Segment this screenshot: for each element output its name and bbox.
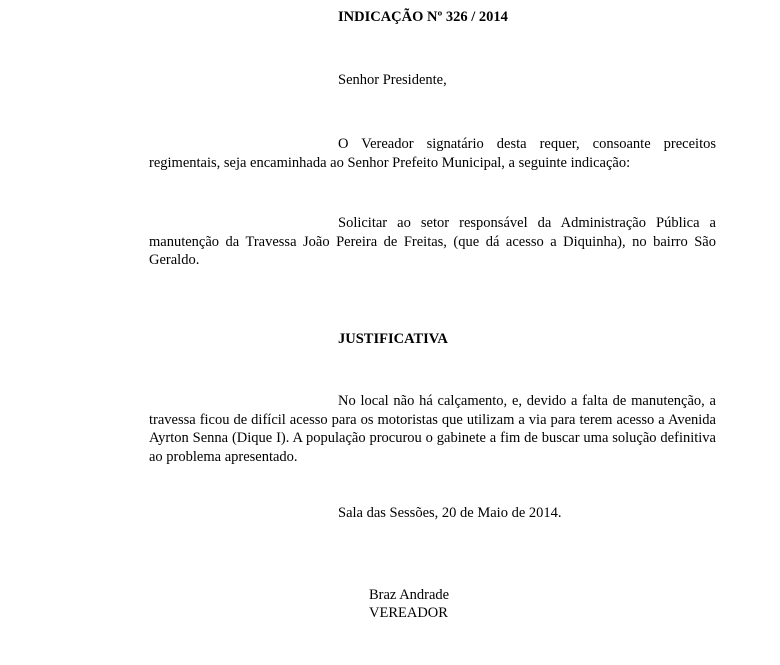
justification-paragraph: No local não há calçamento, e, devido a falta de manutenção, a travessa ficou de difícil acesso para os motoristas que utilizam a via para terem acesso a Avenida Ayrton Senna (Dique I). A população procurou o gabinete a fim de buscar uma solução definitiva ao problema apresentado. [149, 393, 716, 465]
signer-role: VEREADOR [369, 605, 448, 621]
request-paragraph: O Vereador signatário desta requer, consoante preceitos regimentais, seja encaminhada ao Senhor Prefeito Municipal, a seguinte indicação: [149, 136, 716, 171]
document-title: INDICAÇÃO Nº 326 / 2014 [338, 9, 508, 25]
signer-name: Braz Andrade [369, 587, 450, 603]
indication-paragraph: Solicitar ao setor responsável da Administração Pública a manutenção da Travessa João Pereira de Freitas, (que dá acesso a Diquinha), no bairro São Geraldo. [149, 215, 716, 268]
salutation: Senhor Presidente, [338, 72, 447, 88]
closing-line: Sala das Sessões, 20 de Maio de 2014. [338, 505, 562, 521]
signature-block [369, 586, 449, 622]
justification-heading: JUSTIFICATIVA [338, 331, 448, 347]
